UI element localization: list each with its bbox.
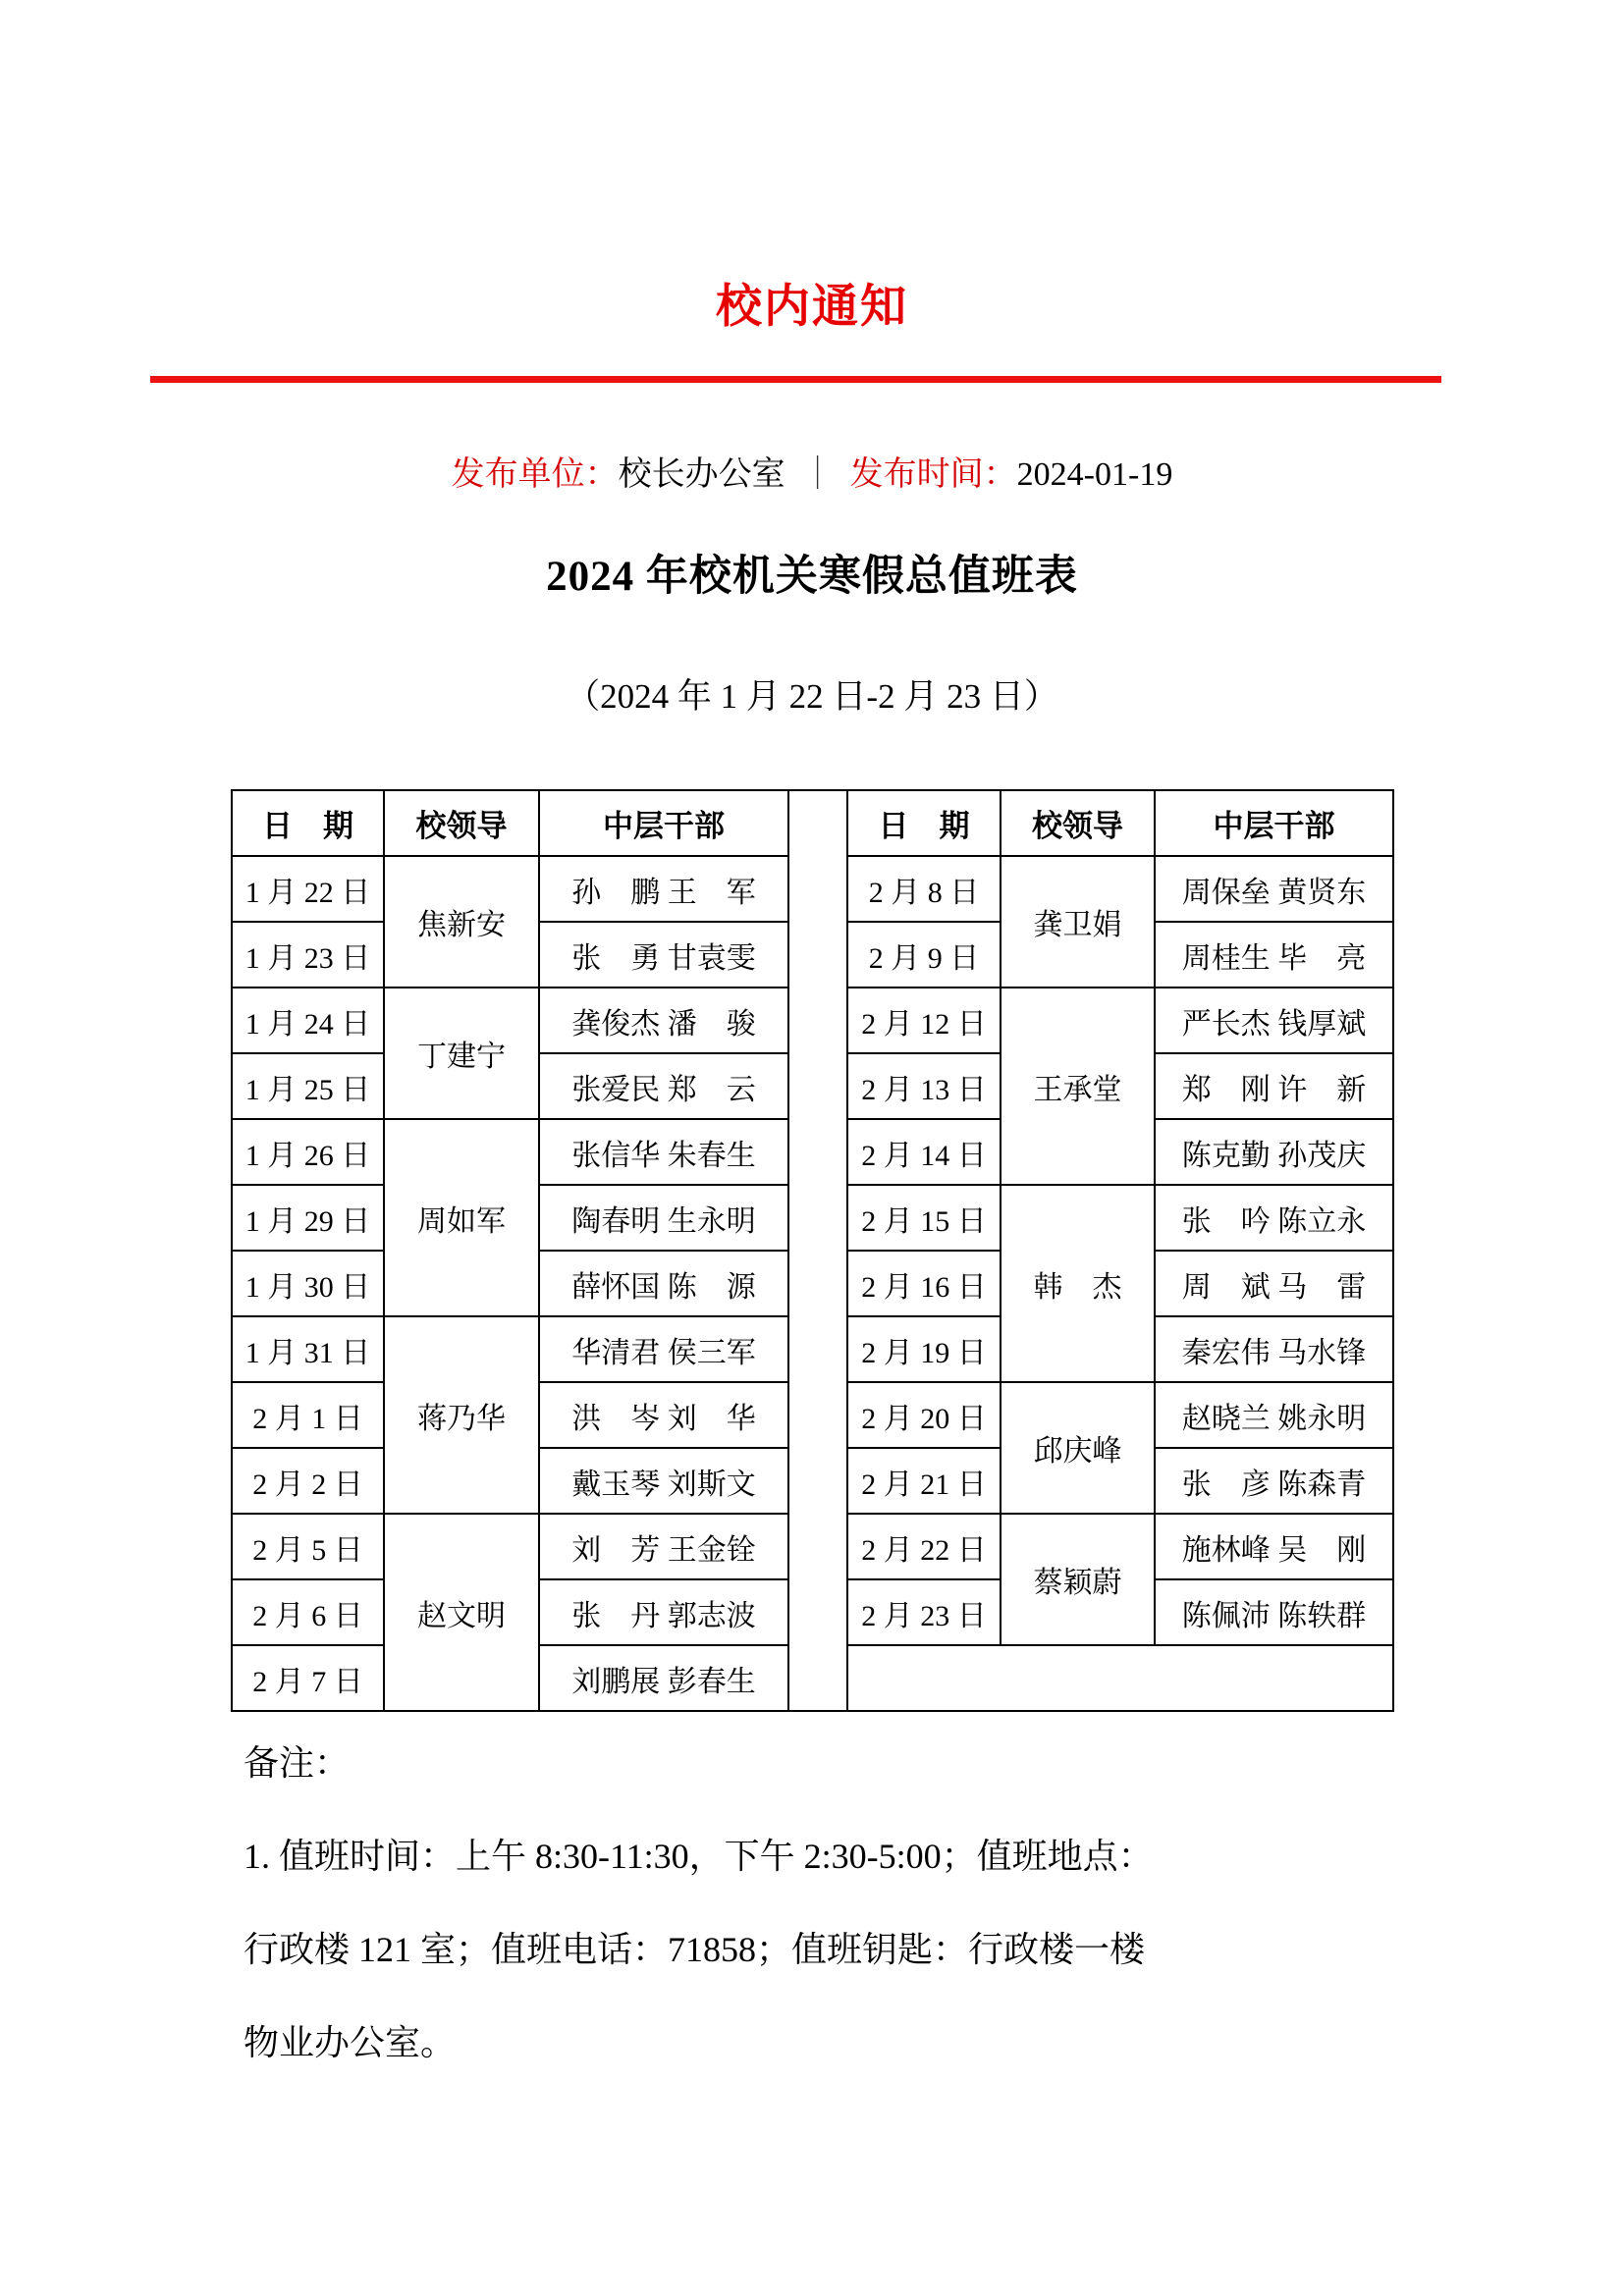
cadre-cell: 张 丹 郭志波 bbox=[539, 1579, 788, 1645]
cadre-cell: 赵晓兰 姚永明 bbox=[1155, 1382, 1393, 1448]
cadre-cell: 周保垒 黄贤东 bbox=[1155, 856, 1393, 922]
cadre-cell: 张 吟 陈立永 bbox=[1155, 1185, 1393, 1251]
table-header-row bbox=[232, 790, 1393, 856]
leader-cell: 王承堂 bbox=[1001, 988, 1155, 1185]
document-title: 2024 年校机关寒假总值班表 bbox=[546, 554, 1078, 600]
leader-cell: 周如军 bbox=[384, 1119, 539, 1316]
col-header-leader-left: 校领导 bbox=[384, 790, 539, 856]
cadre-cell: 薛怀国 陈 源 bbox=[539, 1251, 788, 1316]
cadre-cell: 陈佩沛 陈轶群 bbox=[1155, 1579, 1393, 1645]
notes-section bbox=[244, 1717, 1388, 2090]
cadre-cell: 张爱民 郑 云 bbox=[539, 1053, 788, 1119]
publish-time-value: 2024-01-19 bbox=[1016, 456, 1173, 493]
publish-time-label: 发布时间： bbox=[849, 456, 1017, 493]
cadre-cell: 戴玉琴 刘斯文 bbox=[539, 1448, 788, 1514]
date-cell: 1 月 31 日 bbox=[232, 1316, 384, 1382]
cadre-cell: 陈克勤 孙茂庆 bbox=[1155, 1119, 1393, 1185]
date-cell: 1 月 22 日 bbox=[232, 856, 384, 922]
date-cell: 2 月 12 日 bbox=[847, 988, 1001, 1053]
date-cell: 2 月 23 日 bbox=[847, 1579, 1001, 1645]
date-cell: 1 月 26 日 bbox=[232, 1119, 384, 1185]
notes-line-2: 行政楼 121 室；值班电话：71858；值班钥匙：行政楼一楼 bbox=[244, 1930, 1146, 1969]
cadre-cell: 陶春明 生永明 bbox=[539, 1185, 788, 1251]
leader-cell: 丁建宁 bbox=[384, 988, 539, 1119]
date-cell: 2 月 2 日 bbox=[232, 1448, 384, 1514]
cadre-cell: 龚俊杰 潘 骏 bbox=[539, 988, 788, 1053]
page-title: 校内通知 bbox=[716, 282, 908, 333]
document-date-range: （2024 年 1 月 22 日-2 月 23 日） bbox=[566, 677, 1058, 716]
date-cell: 1 月 23 日 bbox=[232, 922, 384, 988]
date-cell: 2 月 15 日 bbox=[847, 1185, 1001, 1251]
notes-line-3: 物业办公室。 bbox=[244, 2023, 457, 2062]
publish-meta-line bbox=[0, 455, 1624, 495]
leader-cell: 赵文明 bbox=[384, 1514, 539, 1711]
publisher-label: 发布单位： bbox=[451, 456, 619, 493]
title-divider-line bbox=[150, 376, 1441, 383]
date-cell: 2 月 21 日 bbox=[847, 1448, 1001, 1514]
date-cell: 2 月 13 日 bbox=[847, 1053, 1001, 1119]
date-cell: 1 月 30 日 bbox=[232, 1251, 384, 1316]
leader-cell: 蔡颖蔚 bbox=[1001, 1514, 1155, 1645]
table-spacer-column bbox=[788, 790, 847, 1711]
cadre-cell: 洪 岑 刘 华 bbox=[539, 1382, 788, 1448]
date-cell: 2 月 22 日 bbox=[847, 1514, 1001, 1579]
cadre-cell: 严长杰 钱厚斌 bbox=[1155, 988, 1393, 1053]
date-cell: 2 月 1 日 bbox=[232, 1382, 384, 1448]
date-cell: 2 月 14 日 bbox=[847, 1119, 1001, 1185]
date-cell: 2 月 5 日 bbox=[232, 1514, 384, 1579]
leader-cell: 蒋乃华 bbox=[384, 1316, 539, 1514]
cadre-cell: 周 斌 马 雷 bbox=[1155, 1251, 1393, 1316]
date-cell: 1 月 25 日 bbox=[232, 1053, 384, 1119]
cadre-cell: 秦宏伟 马水锋 bbox=[1155, 1316, 1393, 1382]
date-cell: 2 月 16 日 bbox=[847, 1251, 1001, 1316]
col-header-date-right: 日 期 bbox=[847, 790, 1001, 856]
date-cell: 2 月 20 日 bbox=[847, 1382, 1001, 1448]
duty-schedule-table bbox=[231, 789, 1394, 1712]
date-cell: 1 月 24 日 bbox=[232, 988, 384, 1053]
cadre-cell: 张 勇 甘袁雯 bbox=[539, 922, 788, 988]
date-cell: 2 月 6 日 bbox=[232, 1579, 384, 1645]
cadre-cell: 施林峰 吴 刚 bbox=[1155, 1514, 1393, 1579]
notes-label: 备注： bbox=[244, 1743, 351, 1783]
col-header-date-left: 日 期 bbox=[232, 790, 384, 856]
leader-cell: 龚卫娟 bbox=[1001, 856, 1155, 988]
cadre-cell: 华清君 侯三军 bbox=[539, 1316, 788, 1382]
cadre-cell: 张 彦 陈森青 bbox=[1155, 1448, 1393, 1514]
meta-separator: ｜ bbox=[800, 456, 835, 493]
col-header-cadre-right: 中层干部 bbox=[1155, 790, 1393, 856]
publisher-value: 校长办公室 bbox=[618, 456, 785, 493]
date-cell: 2 月 9 日 bbox=[847, 922, 1001, 988]
cadre-cell: 张信华 朱春生 bbox=[539, 1119, 788, 1185]
cadre-cell: 刘鹏展 彭春生 bbox=[539, 1645, 788, 1711]
cadre-cell: 周桂生 毕 亮 bbox=[1155, 922, 1393, 988]
date-cell: 2 月 19 日 bbox=[847, 1316, 1001, 1382]
date-cell: 2 月 7 日 bbox=[232, 1645, 384, 1711]
date-cell: 1 月 29 日 bbox=[232, 1185, 384, 1251]
notes-line-1: 1. 值班时间：上午 8:30-11:30，下午 2:30-5:00；值班地点： bbox=[244, 1837, 1154, 1876]
leader-cell: 韩 杰 bbox=[1001, 1185, 1155, 1382]
cadre-cell: 孙 鹏 王 军 bbox=[539, 856, 788, 922]
col-header-cadre-left: 中层干部 bbox=[539, 790, 788, 856]
col-header-leader-right: 校领导 bbox=[1001, 790, 1155, 856]
leader-cell: 焦新安 bbox=[384, 856, 539, 988]
leader-cell: 邱庆峰 bbox=[1001, 1382, 1155, 1514]
cadre-cell: 郑 刚 许 新 bbox=[1155, 1053, 1393, 1119]
cadre-cell: 刘 芳 王金铨 bbox=[539, 1514, 788, 1579]
date-cell: 2 月 8 日 bbox=[847, 856, 1001, 922]
empty-cell bbox=[847, 1645, 1393, 1711]
